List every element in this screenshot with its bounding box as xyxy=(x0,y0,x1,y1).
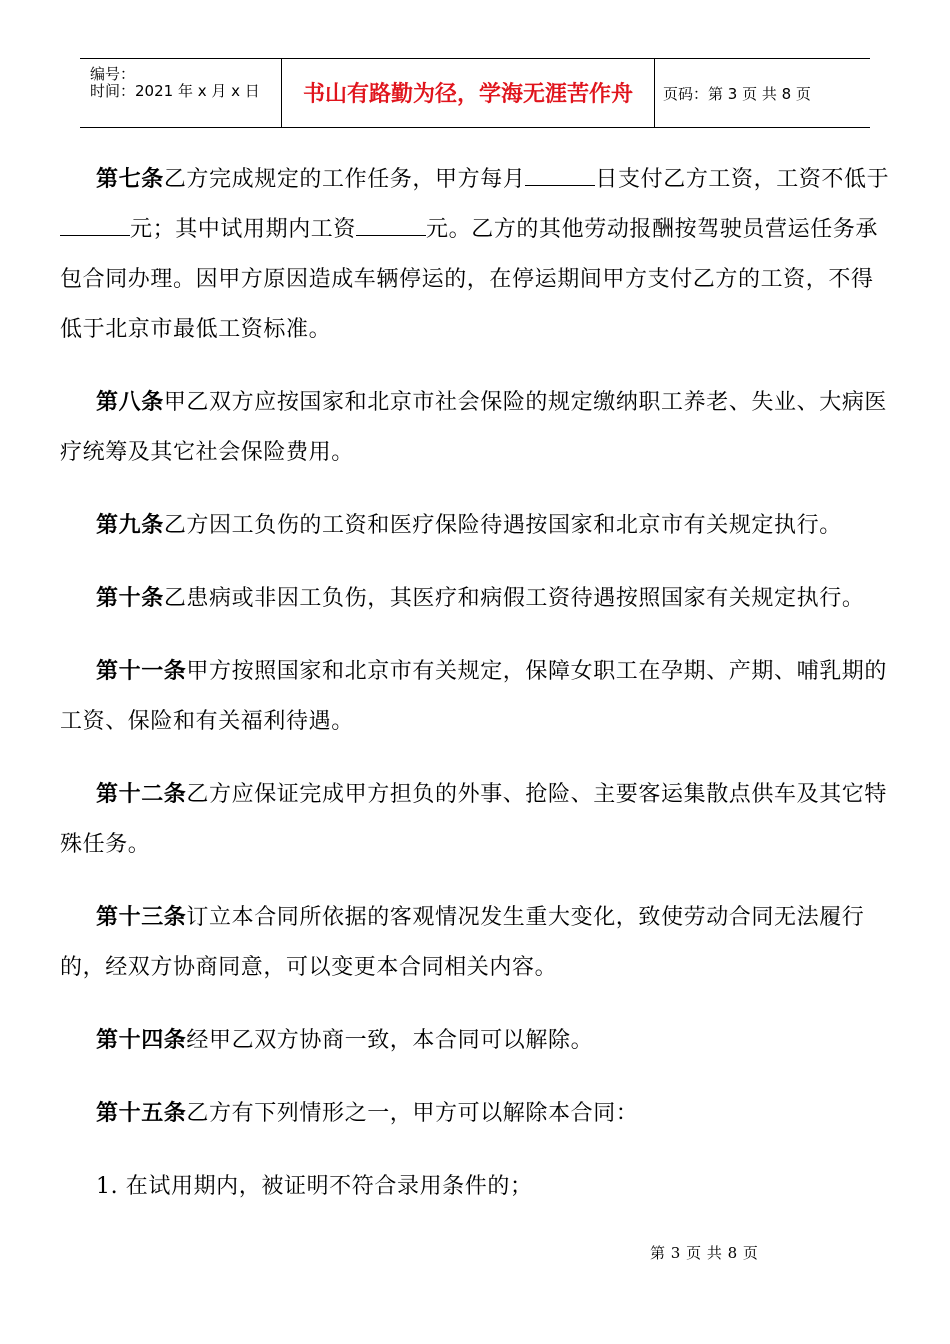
blank-field xyxy=(356,217,426,236)
article-10 xyxy=(60,574,890,624)
article-12 xyxy=(60,770,890,870)
header-motto: 书山有路勤为径，学海无涯苦作舟 xyxy=(302,82,633,107)
article-text: 乙患病或非因工负伤，其医疗和病假工资待遇按照国家有关规定执行。 xyxy=(163,586,865,611)
article-text: 乙方因工负伤的工资和医疗保险待遇按国家和北京市有关规定执行。 xyxy=(163,513,842,538)
article-text: 乙方完成规定的工作任务，甲方每月 xyxy=(163,167,526,192)
time-label: 时间：2021 年 x 月 x 日 xyxy=(90,82,260,100)
article-text: 元；其中试用期内工资 xyxy=(130,217,357,242)
article-text: 乙方有下列情形之一，甲方可以解除本合同： xyxy=(186,1101,639,1126)
article-text: 乙方应保证完成甲方担负的外事、抢险、主要客运集散点供车及其它特殊任务。 xyxy=(60,782,888,857)
blank-field xyxy=(525,167,595,186)
header-motto-cell xyxy=(282,59,655,127)
article-text: 订立本合同所依据的客观情况发生重大变化，致使劳动合同无法履行的，经双方协商同意，可以变更本合同相关内容。 xyxy=(60,905,865,980)
article-heading: 第九条 xyxy=(96,513,164,538)
header-page-label: 页码：第 3 页 共 8 页 xyxy=(663,85,811,103)
article-heading: 第十五条 xyxy=(96,1101,187,1126)
article-9 xyxy=(60,501,890,551)
header-page-cell xyxy=(655,59,870,127)
article-13 xyxy=(60,893,890,993)
article-7 xyxy=(60,155,890,355)
article-8 xyxy=(60,378,890,478)
article-text: 日支付乙方工资，工资不低于 xyxy=(595,167,890,192)
header-info-cell xyxy=(80,59,282,127)
article-heading: 第十二条 xyxy=(96,782,187,807)
blank-field xyxy=(60,217,130,236)
article-heading: 第十一条 xyxy=(96,659,187,684)
article-heading: 第十四条 xyxy=(96,1028,187,1053)
document-body xyxy=(60,155,890,1235)
number-label: 编号： xyxy=(90,65,136,83)
article-heading: 第七条 xyxy=(96,167,164,192)
article-14 xyxy=(60,1016,890,1066)
article-11 xyxy=(60,647,890,747)
header-table xyxy=(80,58,870,128)
article-text: 甲乙双方应按国家和北京市社会保险的规定缴纳职工养老、失业、大病医疗统筹及其它社会保险费用。 xyxy=(60,390,888,465)
article-text: 甲方按照国家和北京市有关规定，保障女职工在孕期、产期、哺乳期的工资、保险和有关福利待遇。 xyxy=(60,659,888,734)
list-item: 1. 在试用期内，被证明不符合录用条件的； xyxy=(96,1174,533,1199)
article-heading: 第八条 xyxy=(96,390,164,415)
article-text: 元。乙方的其他劳动报酬按驾驶员营运任务承包合同办理。因甲方原因造成车辆停运的，在停运期间甲方支付乙方的工资，不得低于北京市最低工资标准。 xyxy=(60,217,879,342)
article-heading: 第十三条 xyxy=(96,905,187,930)
page-footer: 第 3 页 共 8 页 xyxy=(650,1244,759,1262)
article-text: 经甲乙双方协商一致，本合同可以解除。 xyxy=(186,1028,594,1053)
article-15 xyxy=(60,1089,890,1139)
article-heading: 第十条 xyxy=(96,586,164,611)
